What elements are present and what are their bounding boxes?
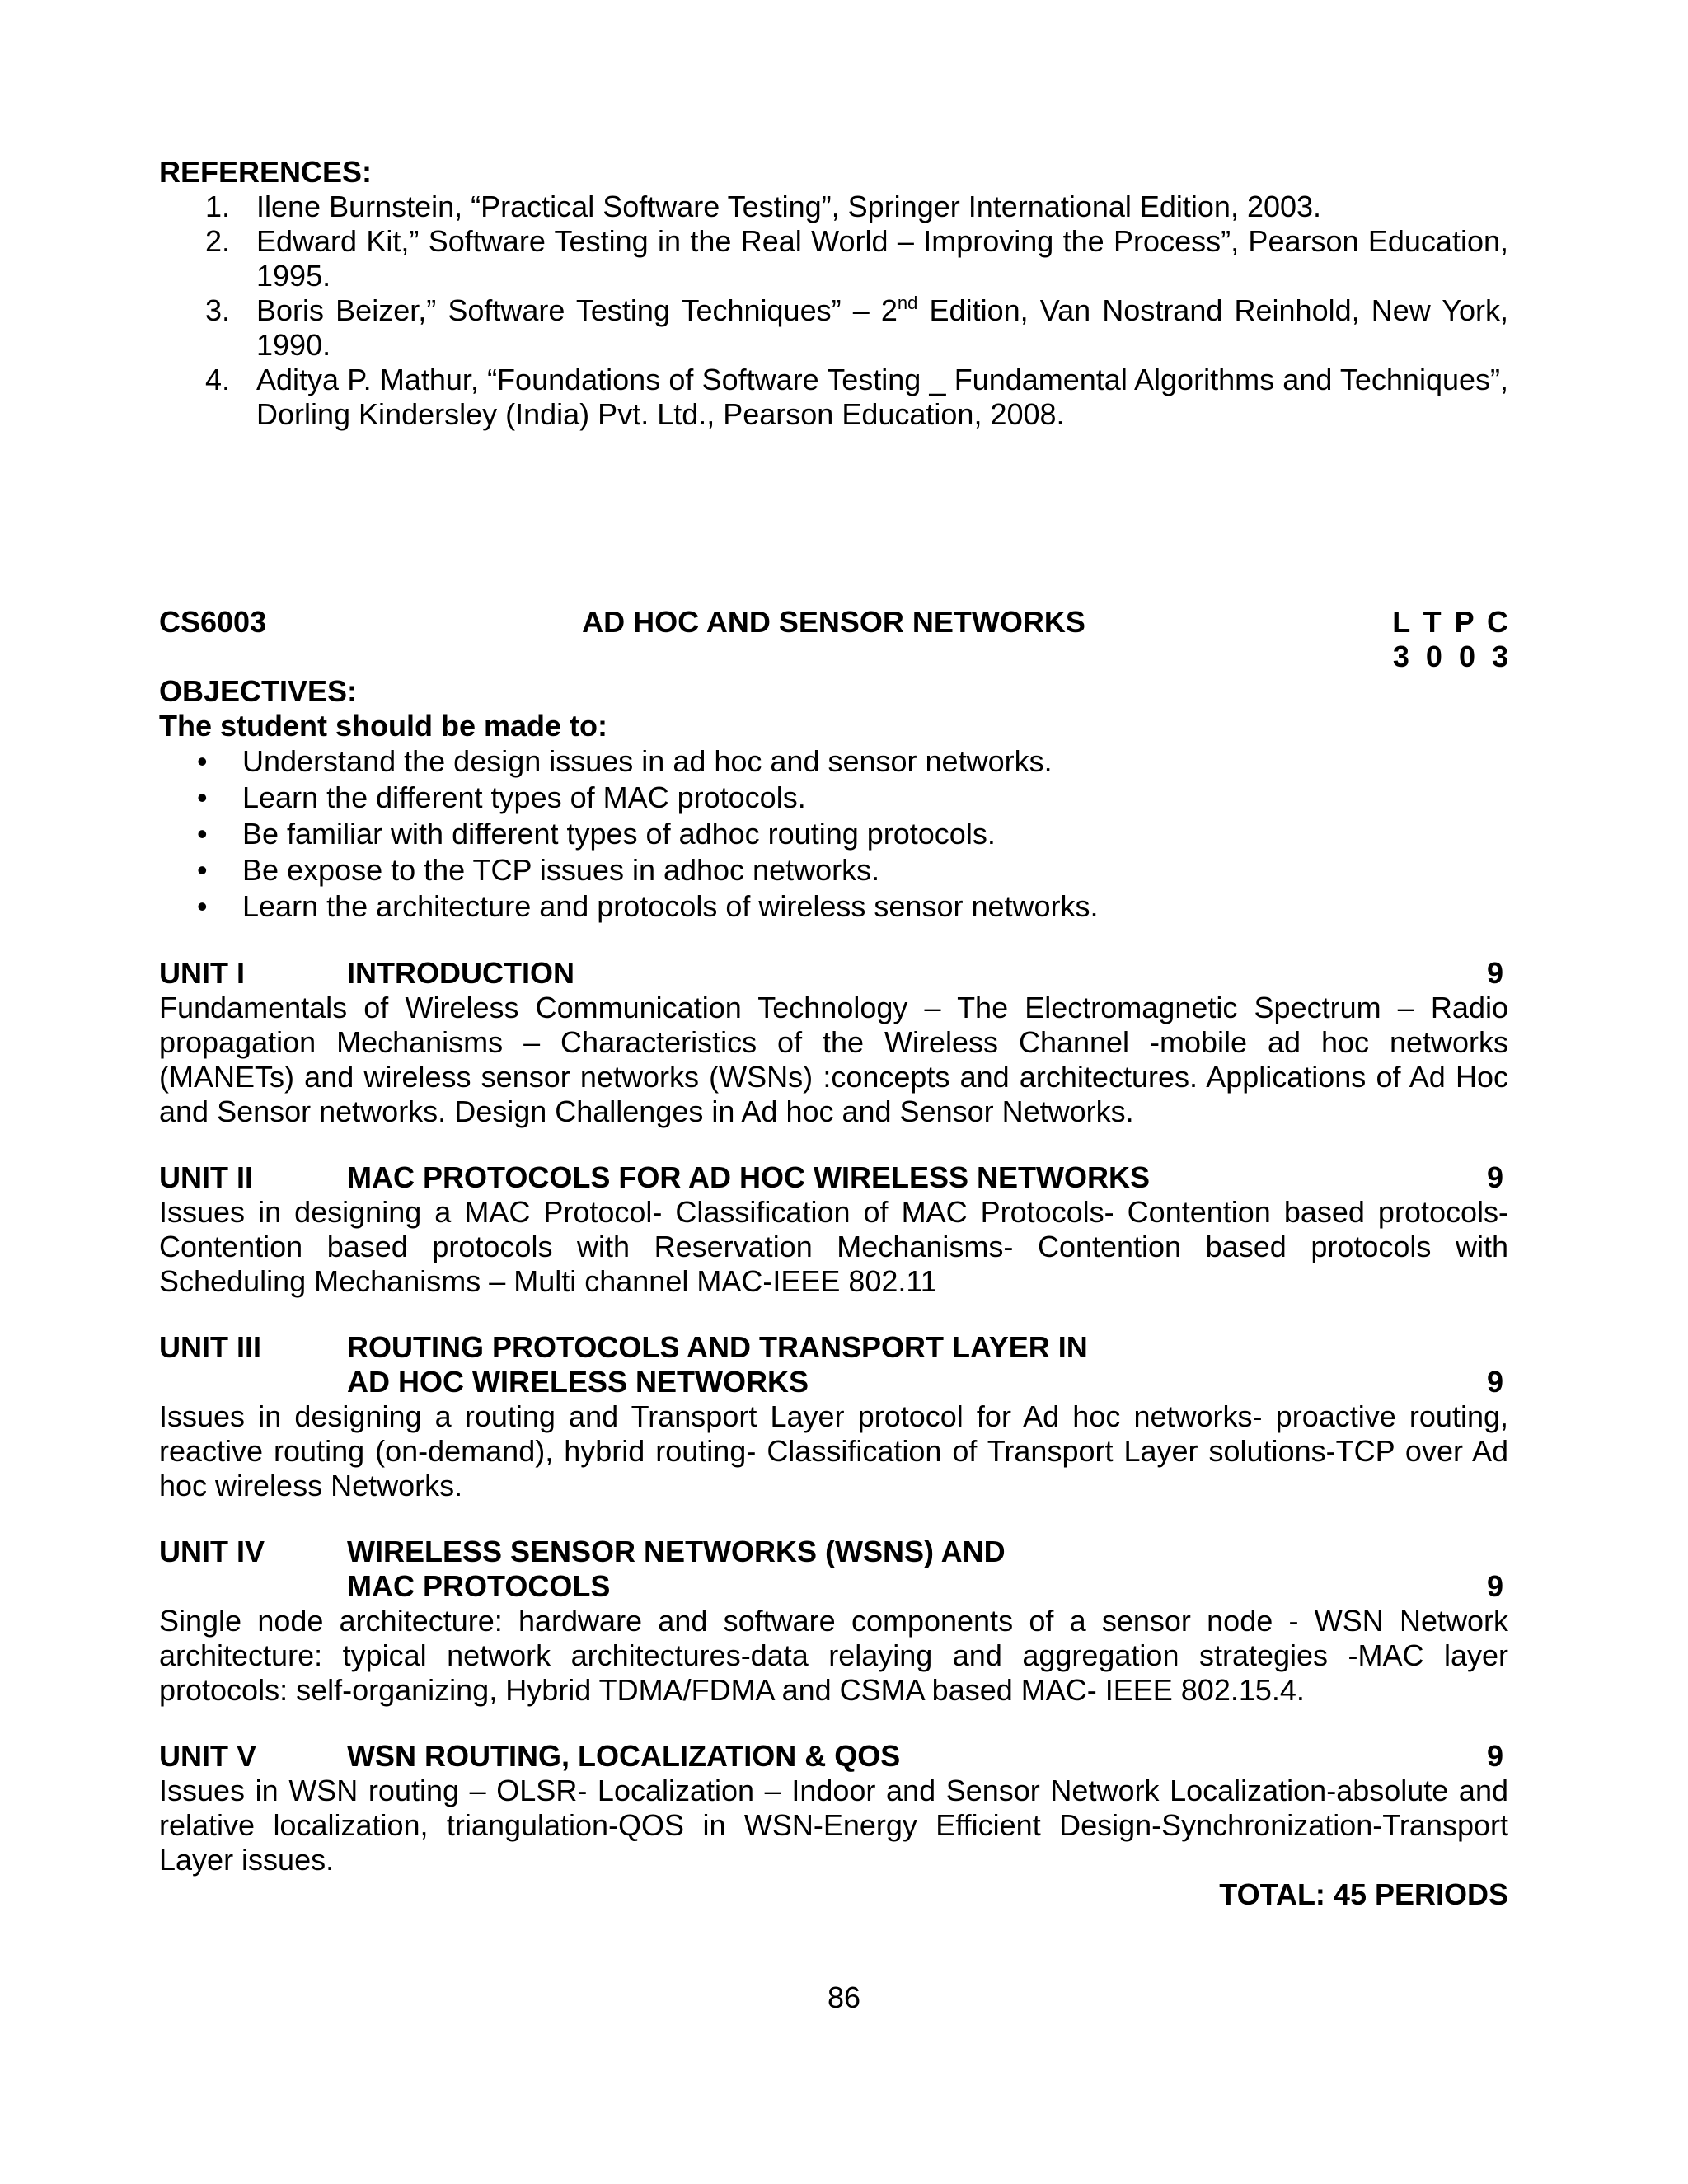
reference-number: 1. [205, 190, 231, 223]
objective-item [159, 888, 1508, 925]
unit-body: Issues in WSN routing – OLSR- Localization – Indoor and Sensor Network Localization-absolute and relative localization, triangulation-QOS in WSN-Energy Efficient Design-Synchronization-Transport Layer issues. [159, 1774, 1508, 1877]
objective-text: Be familiar with different types of adhoc routing protocols. [242, 817, 996, 851]
reference-text-start: Boris Beizer,” Software Testing Techniques” – 2 [256, 293, 898, 327]
objective-item [159, 743, 1508, 780]
unit-hours: 9 [1486, 1365, 1503, 1399]
ltpc-label: L T P C [1392, 605, 1508, 639]
unit-section [159, 1535, 1508, 1708]
reference-text-end: Edition, Van Nostrand Reinhold, New York, 1990. [256, 293, 1508, 362]
objective-item [159, 780, 1508, 816]
reference-text: Ilene Burnstein, “Practical Software Testing”, Springer International Edition, 2003. [256, 190, 1322, 223]
unit-number: UNIT I [159, 956, 245, 990]
reference-text: Aditya P. Mathur, “Foundations of Software Testing _ Fundamental Algorithms and Techniques”, Dorling Kindersley (India) Pvt. Ltd., Pearson Education, 2008. [256, 363, 1508, 431]
total-periods: TOTAL: 45 PERIODS [1219, 1877, 1508, 1911]
objectives-list [159, 743, 1508, 925]
ltpc-values-row [159, 640, 1508, 674]
unit-title-continued: MAC PROTOCOLS [347, 1569, 611, 1603]
unit-hours: 9 [1486, 1739, 1503, 1773]
ltpc-values: 3 0 0 3 [1392, 640, 1508, 673]
unit-body: Fundamentals of Wireless Communication Technology – The Electromagnetic Spectrum – Radio propagation Mechanisms – Characteristics of the Wireless Channel -mobile ad hoc networks (MANETs) and wireless sensor networks (WSNs) :concepts and architectures. Applications of Ad Hoc and Sensor networks. Design Challenges in Ad hoc and Sensor Networks. [159, 991, 1508, 1128]
reference-number: 4. [205, 363, 231, 396]
unit-header [159, 956, 1508, 991]
reference-item [159, 363, 1508, 432]
objectives-intro: The student should be made to: [159, 709, 608, 743]
references-list [159, 190, 1508, 432]
objective-text: Learn the architecture and protocols of wireless sensor networks. [242, 889, 1099, 923]
unit-hours: 9 [1486, 1160, 1503, 1194]
bullet-icon: • [197, 780, 208, 814]
bullet-icon: • [197, 889, 208, 923]
reference-text [256, 293, 1508, 362]
unit-number: UNIT II [159, 1160, 253, 1194]
unit-title: WIRELESS SENSOR NETWORKS (WSNS) AND [347, 1535, 1006, 1568]
objective-text: Learn the different types of MAC protocols. [242, 780, 806, 814]
reference-item [159, 224, 1508, 293]
unit-hours: 9 [1486, 1569, 1503, 1603]
unit-title: WSN ROUTING, LOCALIZATION & QOS [347, 1739, 901, 1773]
reference-text: Edward Kit,” Software Testing in the Real World – Improving the Process”, Pearson Education, 1995. [256, 224, 1508, 293]
unit-title: INTRODUCTION [347, 956, 574, 990]
unit-body: Single node architecture: hardware and software components of a sensor node - WSN Network architecture: typical network architectures-data relaying and aggregation strategies -MAC layer protocols: self-organizing, Hybrid TDMA/FDMA and CSMA based MAC- IEEE 802.15.4. [159, 1604, 1508, 1707]
objective-text: Understand the design issues in ad hoc and sensor networks. [242, 744, 1053, 778]
unit-section [159, 956, 1508, 1129]
unit-header [159, 1535, 1508, 1604]
unit-title-continued: AD HOC WIRELESS NETWORKS [347, 1365, 809, 1399]
unit-body: Issues in designing a routing and Transport Layer protocol for Ad hoc networks- proactive routing, reactive routing (on-demand), hybrid routing- Classification of Transport Layer solutions-TCP over Ad hoc wireless Networks. [159, 1399, 1508, 1502]
unit-section [159, 1160, 1508, 1299]
unit-hours: 9 [1486, 956, 1503, 990]
references-heading: REFERENCES: [159, 155, 373, 189]
course-header [159, 605, 1508, 640]
reference-item [159, 190, 1508, 224]
unit-number: UNIT IV [159, 1535, 265, 1568]
unit-title: MAC PROTOCOLS FOR AD HOC WIRELESS NETWORKS [347, 1160, 1151, 1194]
unit-header [159, 1330, 1508, 1399]
unit-title: ROUTING PROTOCOLS AND TRANSPORT LAYER IN [347, 1330, 1088, 1364]
document-page [159, 155, 1508, 1912]
reference-number: 2. [205, 224, 231, 258]
unit-body: Issues in designing a MAC Protocol- Classification of MAC Protocols- Contention based protocols- Contention based protocols with Reservation Mechanisms- Contention based protocols with Scheduling Mechanisms – Multi channel MAC-IEEE 802.11 [159, 1195, 1508, 1298]
unit-section [159, 1330, 1508, 1503]
reference-item [159, 293, 1508, 363]
course-title: AD HOC AND SENSOR NETWORKS [582, 605, 1085, 639]
objective-item [159, 852, 1508, 888]
unit-section [159, 1739, 1508, 1877]
bullet-icon: • [197, 817, 208, 851]
reference-number: 3. [205, 293, 231, 327]
unit-header [159, 1160, 1508, 1195]
superscript-ordinal: nd [897, 293, 918, 313]
bullet-icon: • [197, 853, 208, 887]
unit-header [159, 1739, 1508, 1774]
page-number: 86 [827, 1980, 861, 2014]
unit-number: UNIT V [159, 1739, 257, 1773]
objectives-heading: OBJECTIVES: [159, 674, 358, 708]
course-code: CS6003 [159, 605, 267, 639]
unit-number: UNIT III [159, 1330, 261, 1364]
bullet-icon: • [197, 744, 208, 778]
objective-text: Be expose to the TCP issues in adhoc networks. [242, 853, 880, 887]
objective-item [159, 816, 1508, 852]
